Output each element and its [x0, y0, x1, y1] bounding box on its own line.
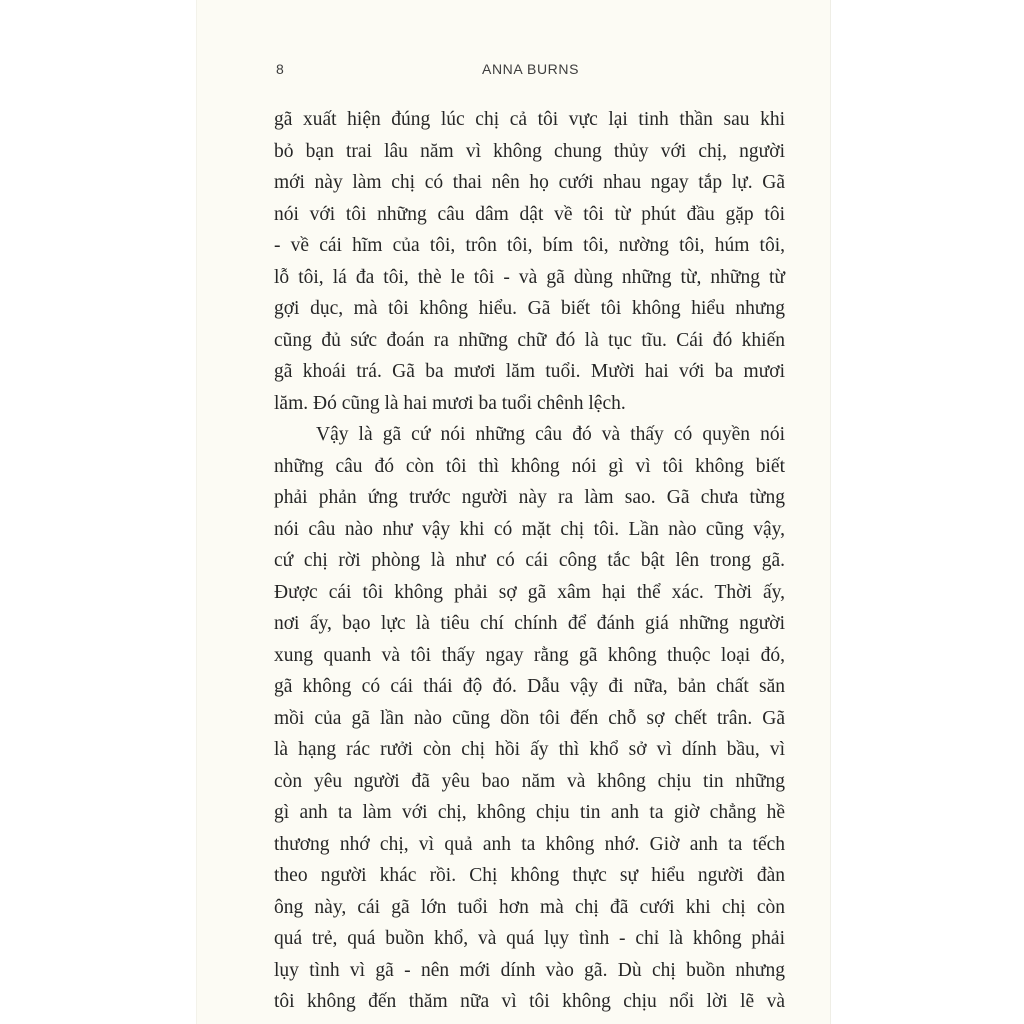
- text-line: quá trẻ, quá buồn khổ, và quá lụy tình - chỉ là không phải: [274, 928, 785, 949]
- text-line: gợi dục, mà tôi không hiểu. Gã biết tôi không hiểu nhưng: [274, 298, 785, 319]
- text-line: nơi ấy, bạo lực là tiêu chí chính để đánh giá những người: [274, 613, 785, 634]
- text-line: mồi của gã lần nào cũng dồn tôi đến chỗ sợ chết trân. Gã: [274, 707, 785, 729]
- text-line: lụy tình vì gã - nên mới dính vào gã. Dù chị buồn nhưng: [274, 959, 785, 981]
- text-line: phải phản ứng trước người này ra làm sao. Gã chưa từng: [274, 487, 785, 508]
- text-line: theo người khác rồi. Chị không thực sự hiểu người đàn: [274, 865, 785, 886]
- text-line: thương nhớ chị, vì quả anh ta không nhớ. Giờ anh ta tếch: [274, 833, 785, 855]
- paragraph-first-line: Vậy là gã cứ nói những câu đó và thấy có quyền nói: [316, 424, 785, 445]
- page-number: 8: [276, 61, 284, 77]
- text-line: nói câu nào như vậy khi có mặt chị tôi. Lần nào cũng vậy,: [274, 518, 785, 540]
- text-line: nói với tôi những câu dâm dật về tôi từ phút đầu gặp tôi: [274, 203, 785, 225]
- text-line: gì anh ta làm với chị, không chịu tin anh ta giờ chẳng hề: [274, 802, 785, 823]
- text-line: - về cái hĩm của tôi, trôn tôi, bím tôi, nường tôi, húm tôi,: [274, 235, 785, 256]
- text-line: gã xuất hiện đúng lúc chị cả tôi vực lại tinh thần sau khi: [274, 109, 785, 130]
- text-line: cũng đủ sức đoán ra những chữ đó là tục tĩu. Cái đó khiến: [274, 329, 785, 351]
- text-line: cứ chị rời phòng là như có cái công tắc bật lên trong gã.: [274, 550, 785, 571]
- text-line: mới này làm chị có thai nên họ cưới nhau ngay tắp lự. Gã: [274, 172, 785, 193]
- running-header: [0, 61, 1024, 83]
- text-line: Được cái tôi không phải sợ gã xâm hại thể xác. Thời ấy,: [274, 581, 785, 603]
- text-line: ông này, cái gã lớn tuổi hơn mà chị đã cưới khi chị còn: [274, 896, 785, 918]
- text-line: tôi không đến thăm nữa vì tôi không chịu nổi lời lẽ và: [274, 991, 785, 1012]
- author-name: ANNA BURNS: [482, 61, 580, 77]
- text-line: còn yêu người đã yêu bao năm và không chịu tin những: [274, 770, 785, 792]
- text-line: lỗ tôi, lá đa tôi, thè le tôi - và gã dùng những từ, những từ: [274, 266, 785, 288]
- paragraph-last-line: lăm. Đó cũng là hai mươi ba tuổi chênh lệch.: [274, 392, 626, 414]
- text-line: bỏ bạn trai lâu năm vì không chung thủy với chị, người: [274, 140, 785, 162]
- body-text: [274, 104, 785, 1018]
- text-line: gã không có cái thái độ đó. Dẫu vậy đi nữa, bản chất săn: [274, 676, 785, 697]
- text-line: là hạng rác rưởi còn chị hồi ấy thì khổ sở vì dính bầu, vì: [274, 739, 785, 760]
- text-line: gã khoái trá. Gã ba mươi lăm tuổi. Mười hai với ba mươi: [274, 361, 785, 382]
- text-line: xung quanh và tôi thấy ngay rằng gã không thuộc loại đó,: [274, 644, 785, 666]
- text-line: những câu đó còn tôi thì không nói gì vì tôi không biết: [274, 455, 785, 477]
